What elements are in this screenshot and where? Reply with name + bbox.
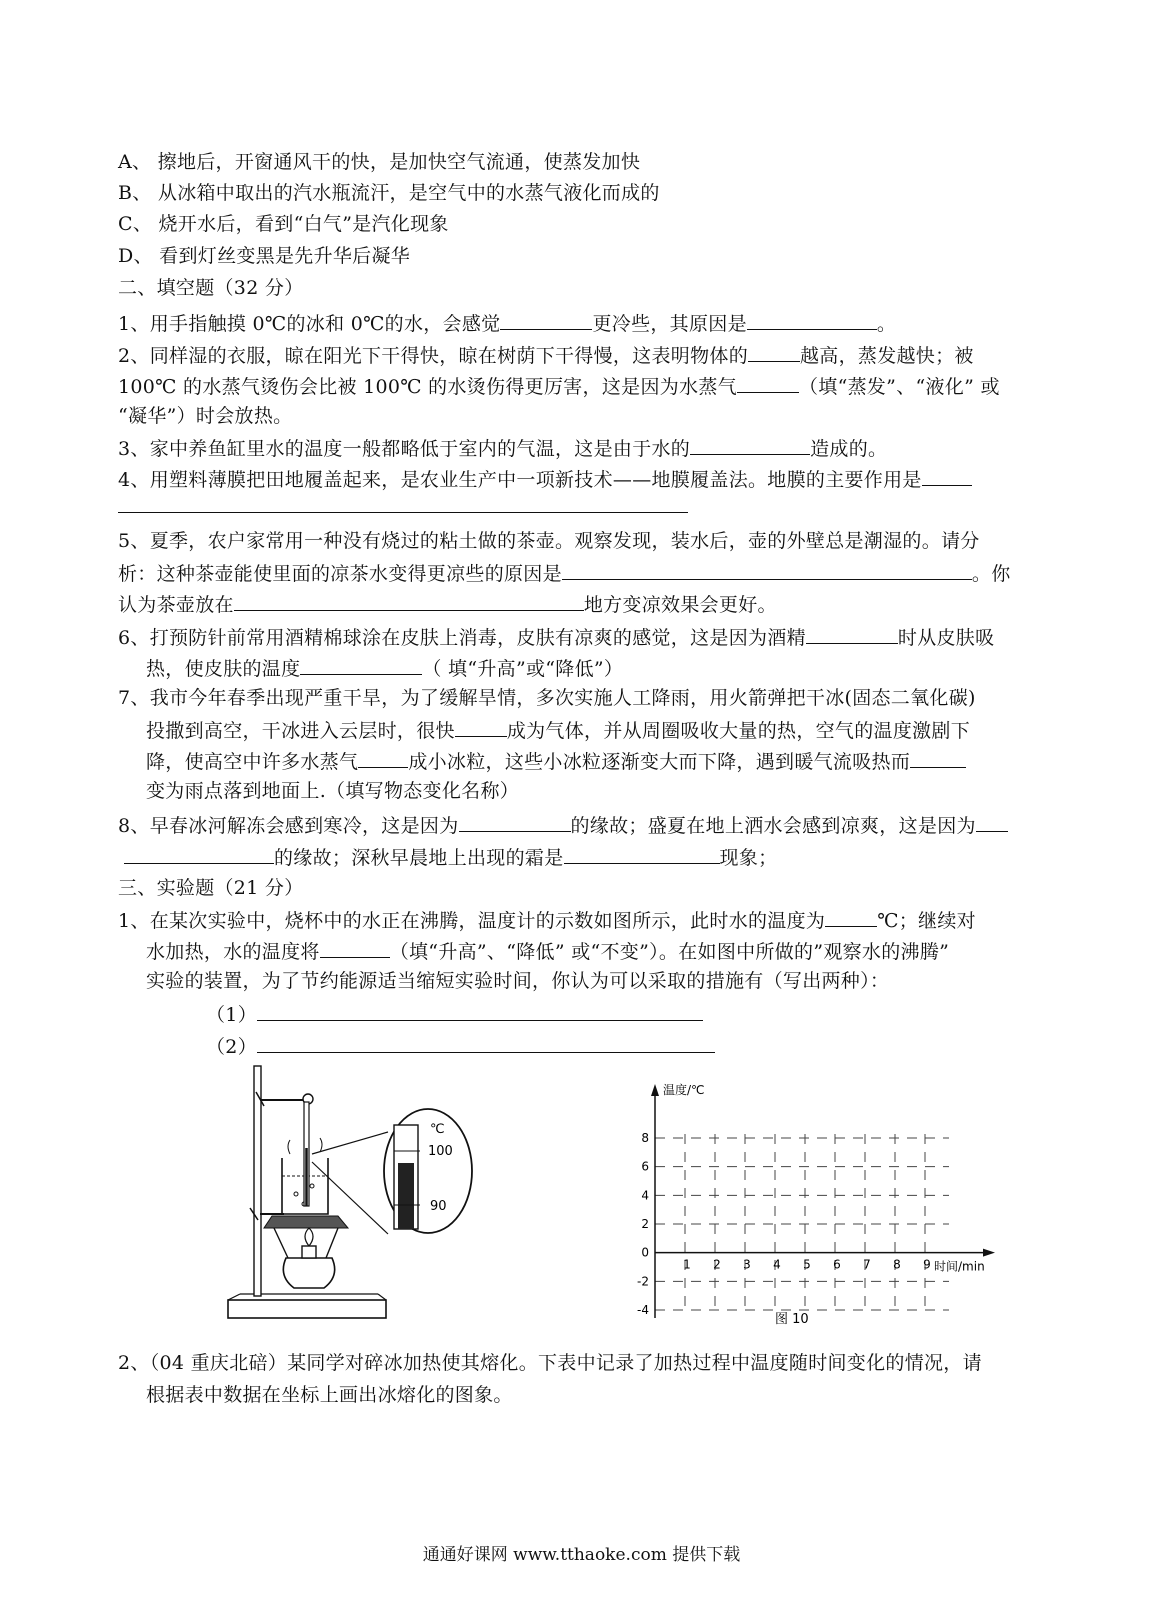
x-tick-label: 3 <box>743 1257 751 1272</box>
thermometer-unit: ℃ <box>430 1122 445 1137</box>
s2-q5-text: 。你 <box>971 563 1011 585</box>
s2-q2-line3: “凝华”）时会放热。 <box>118 405 293 427</box>
answer-blank[interactable] <box>910 749 966 768</box>
s2-q2-text: 100℃ 的水蒸气烫伤会比被 100℃ 的水烫伤得更厉害，这是因为水蒸气 <box>118 376 737 398</box>
y-tick-label: 0 <box>641 1245 649 1260</box>
answer-blank[interactable] <box>825 908 877 927</box>
s2-q5-line3 <box>118 592 777 616</box>
x-tick-label: 4 <box>773 1257 781 1272</box>
sub-number: （1） <box>206 1004 257 1026</box>
y-tick-label: 8 <box>641 1131 649 1145</box>
answer-blank[interactable] <box>300 656 422 675</box>
s2-q6-text: 热，使皮肤的温度 <box>146 658 301 680</box>
s2-q6-text: （ 填“升高”或“降低”） <box>422 658 624 680</box>
y-tick-label: 2 <box>641 1217 649 1231</box>
answer-blank[interactable] <box>358 749 408 768</box>
s2-q1 <box>118 311 896 335</box>
thermometer-label-90: 90 <box>430 1199 447 1214</box>
s2-q8-text: 8、早春冰河解冻会感到寒冷，这是因为 <box>118 815 459 837</box>
s2-q3-text: 3、家中养鱼缸里水的温度一般都略低于室内的气温，这是由于水的 <box>118 438 691 460</box>
x-tick-label: 7 <box>863 1257 871 1272</box>
y-tick-label: -2 <box>637 1274 649 1289</box>
answer-blank[interactable] <box>737 374 799 393</box>
answer-blank[interactable] <box>690 436 810 455</box>
s2-q7-line1: 7、我市今年春季出现严重干旱，为了缓解旱情，多次实施人工降雨，用火箭弹把干冰(固态二氧化碳) <box>118 687 976 709</box>
stand-base <box>228 1300 386 1318</box>
s2-q3-text: 造成的。 <box>810 438 888 460</box>
x-axis-label: 时间/min <box>934 1259 985 1274</box>
figure-caption: 图 10 <box>775 1312 809 1325</box>
s2-q6-text: 6、打预防针前常用酒精棉球涂在皮肤上消毒，皮肤有凉爽的感觉，这是因为酒精 <box>118 627 806 649</box>
answer-rule[interactable] <box>118 512 688 513</box>
s2-q4 <box>118 467 972 491</box>
s3-q1-text: 水加热，水的温度将 <box>146 941 320 963</box>
chart-axes <box>651 1084 995 1318</box>
s3-q1-text: 1、在某次实验中，烧杯中的水正在沸腾，温度计的示数如图所示，此时水的温度为 <box>118 910 826 932</box>
answer-blank[interactable] <box>922 467 972 486</box>
x-tick-label: 6 <box>833 1257 841 1272</box>
answer-blank[interactable] <box>124 845 274 864</box>
s2-q7-line3 <box>146 749 966 773</box>
x-tick-label: 5 <box>803 1257 811 1272</box>
s2-q8-text: 的缘故；盛夏在地上洒水会感到凉爽，这是因为 <box>570 815 976 837</box>
s2-q3 <box>118 436 887 460</box>
s3-q2-line1: 2、（04 重庆北碚）某同学对碎冰加热使其熔化。下表中记录了加热过程中温度随时间变化的情况，请 <box>118 1352 982 1374</box>
temperature-time-chart <box>625 1080 1005 1325</box>
s2-q7-text: 成为气体，并从周圈吸收大量的热，空气的温度激剧下 <box>506 720 971 742</box>
answer-blank[interactable] <box>562 561 972 580</box>
s3-q1-line1 <box>118 908 976 932</box>
x-tick-label: 2 <box>713 1257 721 1272</box>
answer-blank[interactable] <box>320 939 390 958</box>
section2-title: 二、填空题（32 分） <box>118 277 304 299</box>
s2-q1-text-c: 。 <box>876 313 897 335</box>
choice-c: C、 烧开水后，看到“白气”是汽化现象 <box>118 213 449 235</box>
s2-q7-line4: 变为雨点落到地面上.（填写物态变化名称） <box>146 780 520 802</box>
answer-blank[interactable] <box>564 845 720 864</box>
answer-blank[interactable] <box>234 592 584 611</box>
s3-q1-text: （填“升高”、“降低” 或“不变”）。在如图中所做的”观察水的沸腾” <box>389 941 950 963</box>
y-axis-label: 温度/℃ <box>663 1083 705 1097</box>
x-axis-arrow <box>983 1249 995 1257</box>
choice-b: B、 从冰箱中取出的汽水瓶流汗，是空气中的水蒸气液化而成的 <box>118 182 660 204</box>
answer-blank[interactable] <box>806 625 898 644</box>
x-tick-label: 9 <box>923 1257 931 1272</box>
alcohol-lamp <box>283 1258 334 1288</box>
s2-q8-text: 现象； <box>719 847 778 869</box>
answer-blank[interactable] <box>500 311 592 330</box>
s2-q7-text: 成小冰粒，这些小冰粒逐渐变大而下降，遇到暖气流吸热而 <box>408 751 911 773</box>
s2-q5-text: 认为茶壶放在 <box>118 594 234 616</box>
y-axis-arrow <box>651 1084 659 1096</box>
s2-q5-line1: 5、夏季，农户家常用一种没有烧过的粘土做的茶壶。观察发现，装水后，壶的外壁总是潮湿的。请分 <box>118 530 980 552</box>
s2-q7-text: 投撒到高空，干冰进入云层时，很快 <box>146 720 455 742</box>
s2-q8-line1 <box>118 813 1008 837</box>
thermometer-label-100: 100 <box>428 1144 453 1159</box>
s2-q8-text: 的缘故；深秋早晨地上出现的霜是 <box>274 847 564 869</box>
s2-q5-text: 析：这种茶壶能使里面的凉茶水变得更凉些的原因是 <box>118 563 562 585</box>
s2-q1-text-a: 1、用手指触摸 0℃的冰和 0℃的水，会感觉 <box>118 313 501 335</box>
s2-q1-text-b: 更冷些，其原因是 <box>592 313 747 335</box>
stand-rod <box>254 1066 261 1296</box>
answer-blank[interactable] <box>257 1034 715 1053</box>
answer-blank[interactable] <box>459 813 571 832</box>
s2-q6-line1 <box>118 625 994 649</box>
s2-q8-line2 <box>124 845 777 869</box>
s2-q6-line2 <box>146 656 623 680</box>
s2-q4-text: 4、用塑料薄膜把田地履盖起来，是农业生产中一项新技术——地膜履盖法。地膜的主要作用是 <box>118 469 922 491</box>
sub-number: （2） <box>206 1036 257 1058</box>
y-tick-label: 6 <box>641 1159 649 1174</box>
s3-q1-sub2 <box>206 1034 715 1058</box>
s2-q7-line2 <box>146 718 970 742</box>
y-tick-label: 4 <box>641 1188 649 1203</box>
s2-q7-text: 降，使高空中许多水蒸气 <box>146 751 359 773</box>
s2-q2-text: （填“蒸发”、“液化” 或 <box>798 376 1000 398</box>
answer-blank[interactable] <box>976 813 1008 832</box>
s2-q6-text: 时从皮肤吸 <box>897 627 995 649</box>
answer-blank[interactable] <box>747 311 877 330</box>
thermometer-zoom <box>380 1105 478 1237</box>
s3-q1-sub1 <box>206 1002 703 1026</box>
answer-blank[interactable] <box>257 1002 703 1021</box>
section3-title: 三、实验题（21 分） <box>118 877 304 899</box>
x-tick-label: 8 <box>893 1257 901 1272</box>
s2-q5-text: 地方变凉效果会更好。 <box>583 594 777 616</box>
choice-a: A、 擦地后，开窗通风干的快，是加快空气流通，使蒸发加快 <box>118 151 641 173</box>
s2-q2-text: 越高，蒸发越快；被 <box>800 345 974 367</box>
wire-gauze <box>264 1216 348 1228</box>
s3-q1-line2 <box>146 939 949 963</box>
chart-grid <box>655 1134 949 1314</box>
s2-q2-line2 <box>118 374 1000 398</box>
s3-q1-line3: 实验的装置，为了节约能源适当缩短实验时间，你认为可以采取的措施有（写出两种）： <box>146 970 890 992</box>
s2-q5-line2 <box>118 561 1011 585</box>
s2-q2-text: 2、同样湿的衣服，晾在阳光下干得快，晾在树荫下干得慢，这表明物体的 <box>118 345 748 367</box>
mercury-column <box>398 1163 414 1229</box>
x-tick-label: 1 <box>683 1257 691 1272</box>
s3-q2-line2: 根据表中数据在坐标上画出冰熔化的图象。 <box>146 1384 513 1406</box>
choice-d: D、 看到灯丝变黑是先升华后凝华 <box>118 245 411 267</box>
answer-blank[interactable] <box>455 718 507 737</box>
y-tick-label: -4 <box>637 1303 649 1317</box>
page-footer: 通通好课网 www.tthaoke.com 提供下载 <box>422 1545 741 1565</box>
answer-blank[interactable] <box>748 343 800 362</box>
s2-q2-line1 <box>118 343 974 367</box>
s3-q1-text: ℃；继续对 <box>877 910 976 932</box>
